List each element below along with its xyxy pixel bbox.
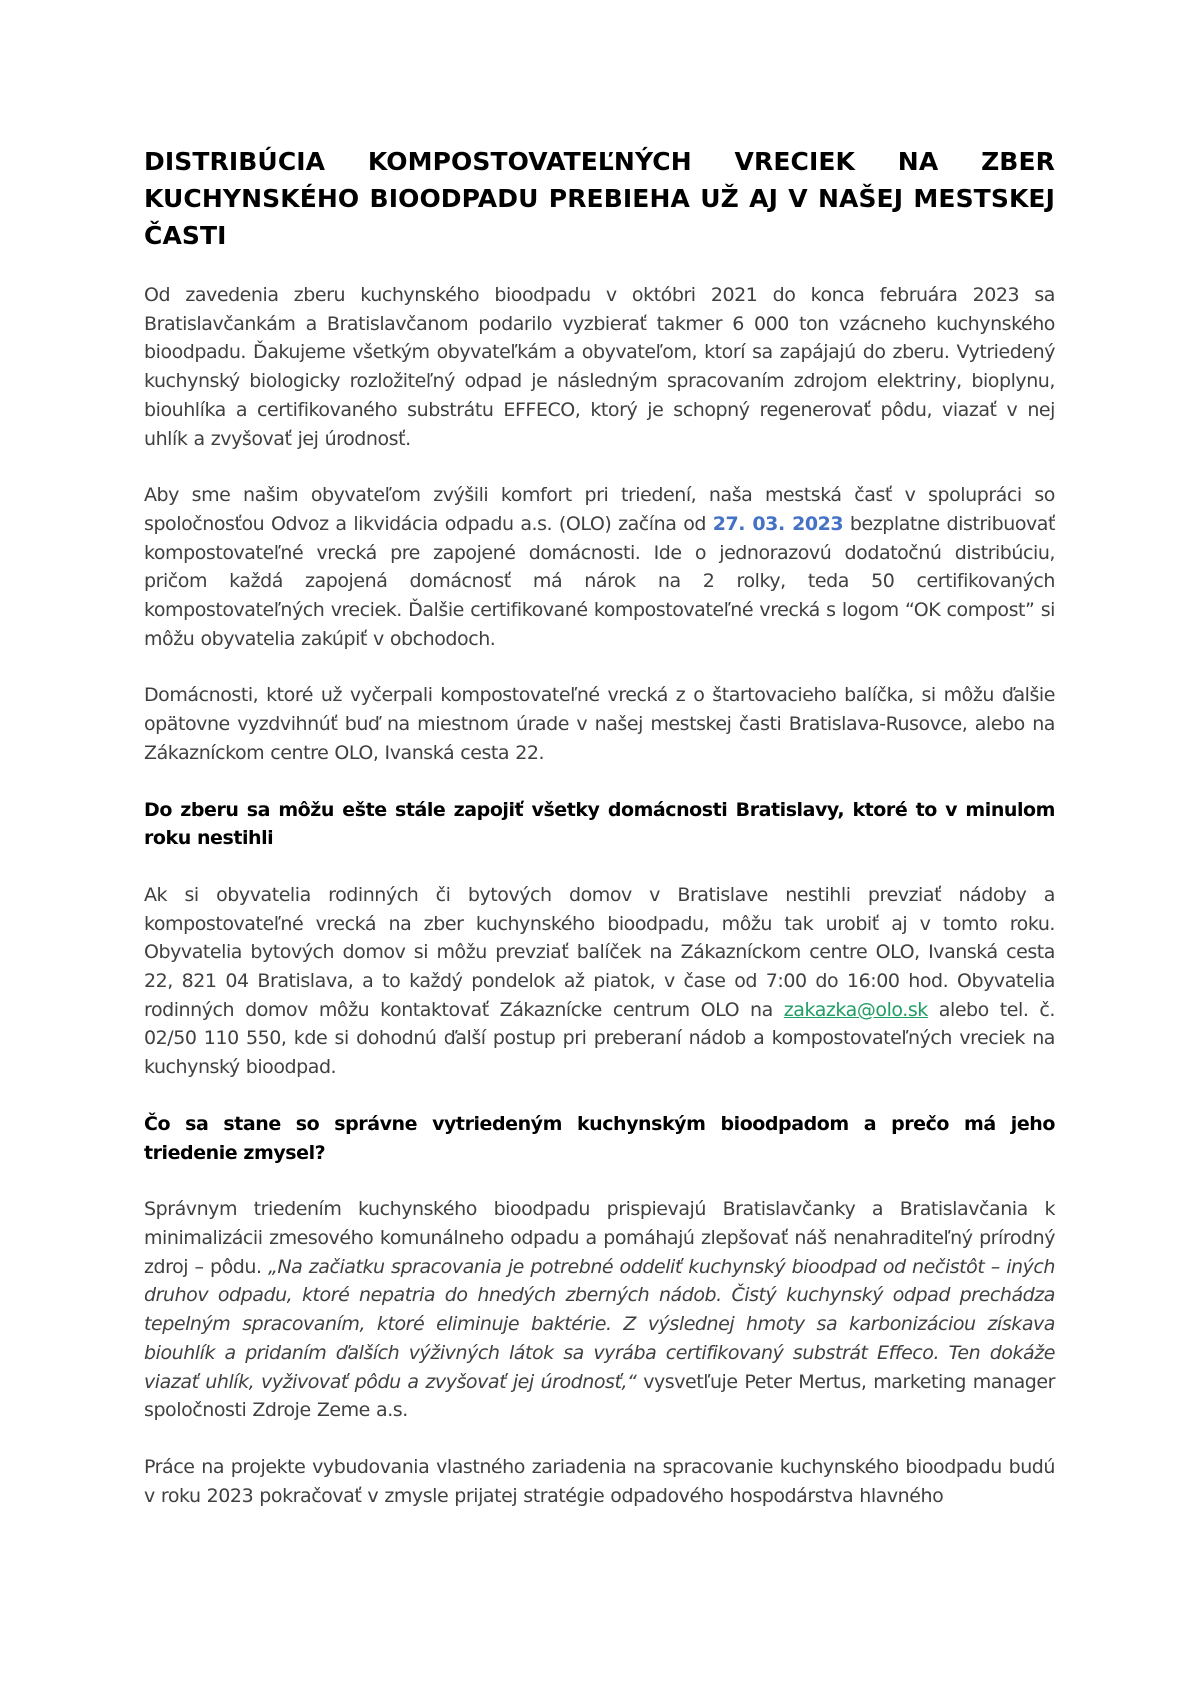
paragraph-intro: Od zavedenia zberu kuchynského bioodpadu v októbri 2021 do konca februára 2023 sa Bratislavčankám a Bratislavčanom podarilo vyzbierať takmer 6 000 ton vzácneho kuchynského bioodpadu. Ďakujeme všetkým obyvateľkám a obyvateľom, ktorí sa zapájajú do zberu. Vytriedený kuchynský biologicky rozložiteľný odpad je následným spracovaním zdrojom elektriny, bioplynu, biouhlíka a certifikovaného substrátu EFFECO, ktorý je schopný regenerovať pôdu, viazať v nej uhlík a zvyšovať jej úrodnosť. (144, 284, 1055, 450)
paragraph-pickup: Domácnosti, ktoré už vyčerpali kompostovateľné vrecká z o štartovacieho balíčka, si môžu ďalšie opätovne vyzdvihnúť buď na miestnom úrade v našej mestskej časti Bratislava-Rusovce, alebo na Zákazníckom centre OLO, Ivanská cesta 22. (144, 684, 1055, 764)
subheading-processing: Čo sa stane so správne vytriedeným kuchynským bioodpadom a prečo má jeho triedenie zmysel? (144, 1112, 1055, 1164)
paragraph-distribution-text-1: Aby sme našim obyvateľom zvýšili komfort pri triedení, naša mestská časť v spolupráci so spoločnosťou Odvoz a likvidácia odpadu a.s. (OLO) začína od (144, 484, 1055, 535)
paragraph-project: Práce na projekte vybudovania vlastného zariadenia na spracovanie kuchynského bioodpadu budú v roku 2023 pokračovať v zmysle prijatej stratégie odpadového hospodárstva hlavného (144, 1455, 1055, 1507)
paragraph-join (144, 881, 1055, 1082)
email-link[interactable]: zakazka@olo.sk (783, 998, 928, 1021)
paragraph-processing-text-1: Správnym triedením kuchynského bioodpadu prispievajú Bratislavčanky a Bratislavčania k minimalizácii zmesového komunálneho odpadu a pomáhajú zlepšovať náš nenahraditeľný prírodný zdroj – pôdu. (144, 1198, 1055, 1278)
document-page (144, 143, 1055, 1510)
paragraph-distribution-text-2: bezplatne distribuovať kompostovateľné vrecká pre zapojené domácnosti. Ide o jednorazovú dodatočnú distribúciu, pričom každá zapojená domácnosť má nárok na 2 rolky, teda 50 certifikovaných kompostovateľných vreciek. Ďalšie certifikované kompostovateľné vrecká s logom “OK compost” si môžu obyvatelia zakúpiť v obchodoch. (144, 512, 1055, 650)
subheading-join: Do zberu sa môžu ešte stále zapojiť všetky domácnosti Bratislavy, ktoré to v minulom roku nestihli (144, 798, 1055, 850)
distribution-start-date: 27. 03. 2023 (712, 512, 844, 535)
paragraph-processing (144, 1195, 1055, 1425)
expert-quote: „Na začiatku spracovania je potrebné oddeliť kuchynský bioodpad od nečistôt – iných druhov odpadu, ktoré nepatria do hnedých zberných nádob. Čistý kuchynský odpad prechádza tepelným spracovaním, ktoré eliminuje baktérie. Z výslednej hmoty sa karbonizáciou získava biouhlík a pridaním ďalších výživných látok sa vyrába certifikovaný substrát Effeco. Ten dokáže viazať uhlík, vyživovať pôdu a zvyšovať jej úrodnosť,“ (144, 1255, 1055, 1393)
article-title: DISTRIBÚCIA KOMPOSTOVATEĽNÝCH VRECIEK NA ZBER KUCHYNSKÉHO BIOODPADU PREBIEHA UŽ AJ V NAŠEJ MESTSKEJ ČASTI (144, 147, 1055, 250)
paragraph-processing-text-2: vysvetľuje Peter Mertus, marketing manager spoločnosti Zdroje Zeme a.s. (144, 1370, 1055, 1422)
paragraph-join-text-2: alebo tel. č. 02/50 110 550, kde si dohodnú ďalší postup pri preberaní nádob a kompostovateľných vreciek na kuchynský bioodpad. (144, 998, 1055, 1079)
paragraph-join-text-1: Ak si obyvatelia rodinných či bytových domov v Bratislave nestihli prevziať nádoby a kompostovateľné vrecká na zber kuchynského bioodpadu, môžu tak urobiť aj v tomto roku. Obyvatelia bytových domov si môžu prevziať balíček na Zákazníckom centre OLO, Ivanská cesta 22, 821 04 Bratislava, a to každý pondelok až piatok, v čase od 7:00 do 16:00 hod. Obyvatelia rodinných domov môžu kontaktovať Zákaznícke centrum OLO na (144, 883, 1055, 1021)
paragraph-distribution (144, 481, 1055, 653)
